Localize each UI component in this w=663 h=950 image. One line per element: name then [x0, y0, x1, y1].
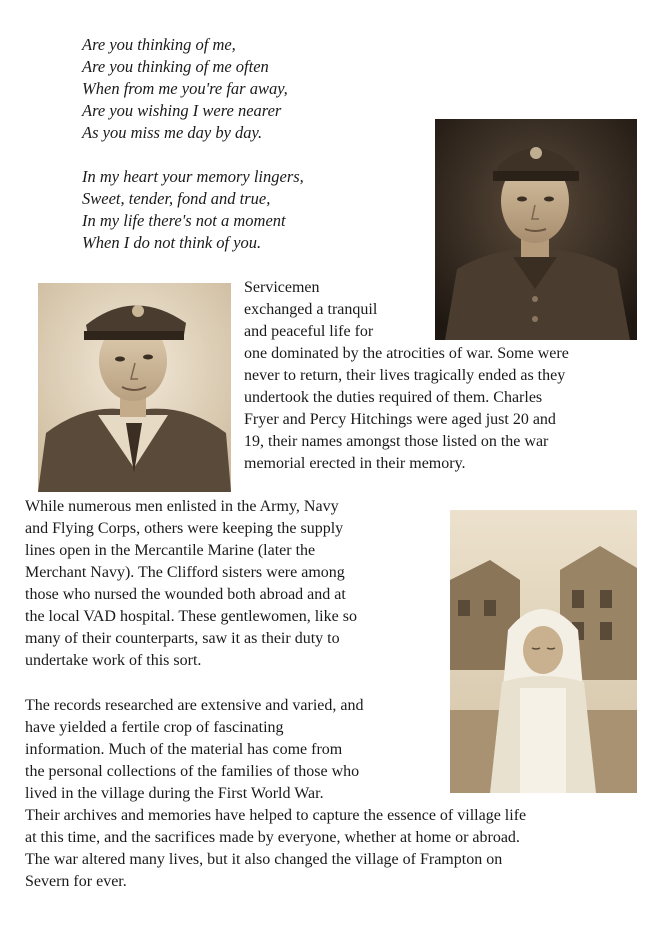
paragraph-line: at this time, and the sacrifices made by everyone, whether at home or abroad.: [25, 829, 520, 846]
paragraph-line: and peaceful life for: [244, 323, 374, 340]
paragraph-line: undertook the duties required of them. Charles: [244, 389, 543, 406]
officer-portrait-image: [38, 283, 231, 492]
paragraph-line: The records researched are extensive and varied, and: [25, 697, 364, 714]
poem-line: Sweet, tender, fond and true,: [82, 189, 271, 208]
enlisted-paragraph: [25, 496, 357, 672]
paragraph-line: information. Much of the material has come from: [25, 741, 343, 758]
poem-line: Are you thinking of me,: [82, 35, 236, 54]
paragraph-line: lived in the village during the First World War.: [25, 785, 324, 802]
paragraph-line: have yielded a fertile crop of fascinating: [25, 719, 284, 736]
poem-line: When from me you're far away,: [82, 79, 288, 98]
paragraph-line: and Flying Corps, others were keeping the supply: [25, 520, 344, 537]
stanza-gap: [82, 144, 304, 166]
poem-line: Are you thinking of me often: [82, 57, 269, 76]
paragraph-line: Servicemen: [244, 279, 320, 296]
paragraph-line: the personal collections of the families of those who: [25, 763, 360, 780]
poem-line: Are you wishing I were nearer: [82, 101, 282, 120]
paragraph-line: The war altered many lives, but it also changed the village of Frampton on: [25, 851, 503, 868]
records-paragraph: [25, 695, 526, 893]
paragraph-line: Merchant Navy). The Clifford sisters were among: [25, 564, 345, 581]
poem-line: As you miss me day by day.: [82, 123, 263, 142]
poem: [82, 34, 304, 254]
poem-line: In my heart your memory lingers,: [82, 167, 304, 186]
paragraph-line: 19, their names amongst those listed on the war: [244, 433, 549, 450]
paragraph-line: never to return, their lives tragically ended as they: [244, 367, 566, 384]
paragraph-line: Severn for ever.: [25, 873, 127, 890]
paragraph-line: Their archives and memories have helped to capture the essence of village life: [25, 807, 527, 824]
paragraph-line: lines open in the Mercantile Marine (later the: [25, 542, 316, 559]
paragraph-line: many of their counterparts, saw it as their duty to: [25, 630, 340, 647]
paragraph-line: memorial erected in their memory.: [244, 455, 466, 472]
paragraph-line: While numerous men enlisted in the Army, Navy: [25, 498, 339, 515]
paragraph-line: undertake work of this sort.: [25, 652, 202, 669]
paragraph-line: Fryer and Percy Hitchings were aged just 20 and: [244, 411, 556, 428]
poem-line: In my life there's not a moment: [82, 211, 286, 230]
poem-line: When I do not think of you.: [82, 233, 262, 252]
servicemen-paragraph: [244, 277, 569, 475]
paragraph-line: one dominated by the atrocities of war. Some were: [244, 345, 569, 362]
officer-portrait-photo: [38, 283, 231, 492]
paragraph-line: the local VAD hospital. These gentlewomen, like so: [25, 608, 357, 625]
paragraph-line: exchanged a tranquil: [244, 301, 378, 318]
paragraph-line: those who nursed the wounded both abroad and at: [25, 586, 346, 603]
